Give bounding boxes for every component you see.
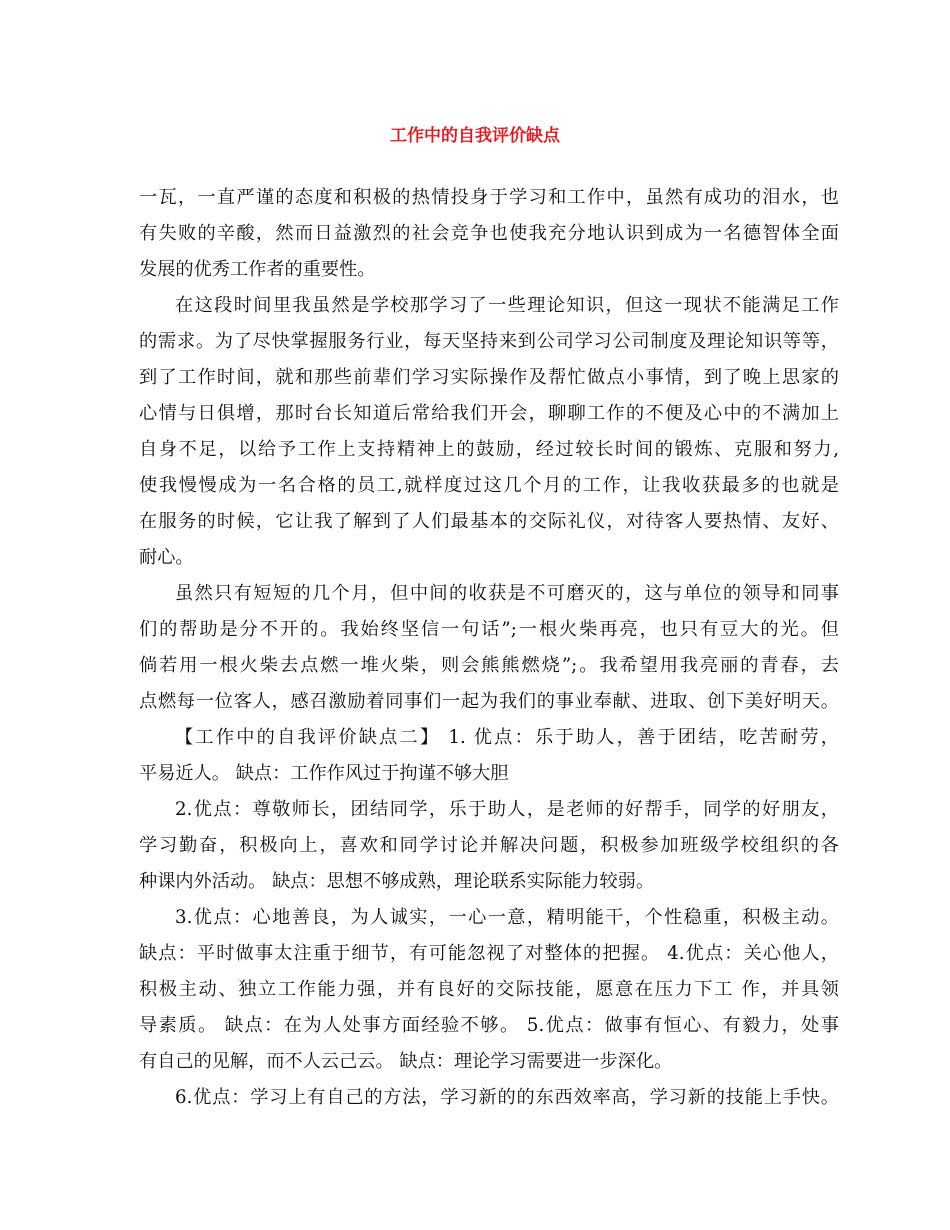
body-line: 到了工作时间，就和那些前辈们学习实际操作及帮忙做点小事情，到了晚上思家的 [139, 367, 839, 388]
body-line: 的需求。为了尽快掌握服务行业，每天坚持来到公司学习公司制度及理论知识等等， [139, 331, 839, 352]
body-line: 倘若用一根火柴去点燃一堆火柴，则会熊熊燃烧”;。我希望用我亮丽的青春，去 [139, 655, 839, 676]
body-line: 使我慢慢成为一名合格的员工,就样度过这几个月的工作，让我收获最多的也就是 [139, 475, 839, 496]
body-line: 点燃每一位客人，感召激励着同事们一起为我们的事业奉献、进取、创下美好明天。 [139, 691, 839, 712]
body-line: 在服务的时候，它让我了解到了人们最基本的交际礼仪，对待客人要热情、友好、 [139, 511, 839, 532]
body-line: 发展的优秀工作者的重要性。 [139, 259, 376, 280]
body-line: 6.优点：学习上有自己的方法，学习新的的东西效率高，学习新的技能上手快。 [175, 1087, 839, 1108]
body-line: 【工作中的自我评价缺点二】 1. 优点：乐于助人，善于团结，吃苦耐劳， [175, 727, 839, 748]
body-line: 虽然只有短短的几个月，但中间的收获是不可磨灭的，这与单位的领导和同事 [175, 583, 839, 604]
body-line: 有自己的见解，而不人云己云。 缺点：理论学习需要进一步深化。 [139, 1051, 673, 1072]
body-line: 在这段时间里我虽然是学校那学习了一些理论知识，但这一现状不能满足工作 [175, 295, 839, 316]
body-line: 一瓦，一直严谨的态度和积极的热情投身于学习和工作中，虽然有成功的泪水，也 [139, 187, 839, 208]
page-title: 工作中的自我评价缺点 [390, 126, 560, 146]
body-line: 心情与日俱增，那时台长知道后常给我们开会，聊聊工作的不便及心中的不满加上 [139, 403, 839, 424]
body-line: 缺点：平时做事太注重于细节，有可能忽视了对整体的把握。 4.优点：关心他人， [139, 943, 839, 964]
body-line: 有失败的辛酸，然而日益激烈的社会竞争也使我充分地认识到成为一名德智体全面 [139, 223, 839, 244]
body-line: 自身不足，以给予工作上支持精神上的鼓励，经过较长时间的锻炼、克服和努力, [139, 439, 839, 460]
body-line: 学习勤奋，积极向上，喜欢和同学讨论并解决问题，积极参加班级学校组织的各 [139, 835, 839, 856]
body-line: 们的帮助是分不开的。我始终坚信一句话”;一根火柴再亮，也只有豆大的光。但 [139, 619, 839, 640]
body-line: 3.优点：心地善良，为人诚实，一心一意，精明能干，个性稳重，积极主动。 [175, 907, 839, 928]
body-line: 平易近人。 缺点：工作作风过于拘谨不够大胆 [139, 763, 509, 784]
body-line: 种课内外活动。 缺点：思想不够成熟，理论联系实际能力较弱。 [139, 871, 655, 892]
body-line: 积极主动、独立工作能力强，并有良好的交际技能，愿意在压力下工 作，并具领 [139, 979, 839, 1000]
body-line: 耐心。 [139, 547, 194, 568]
body-line: 2.优点：尊敬师长，团结同学，乐于助人，是老师的好帮手，同学的好朋友， [175, 799, 839, 820]
body-line: 导素质。 缺点：在为人处事方面经验不够。 5.优点：做事有恒心、有毅力，处事 [139, 1015, 839, 1036]
